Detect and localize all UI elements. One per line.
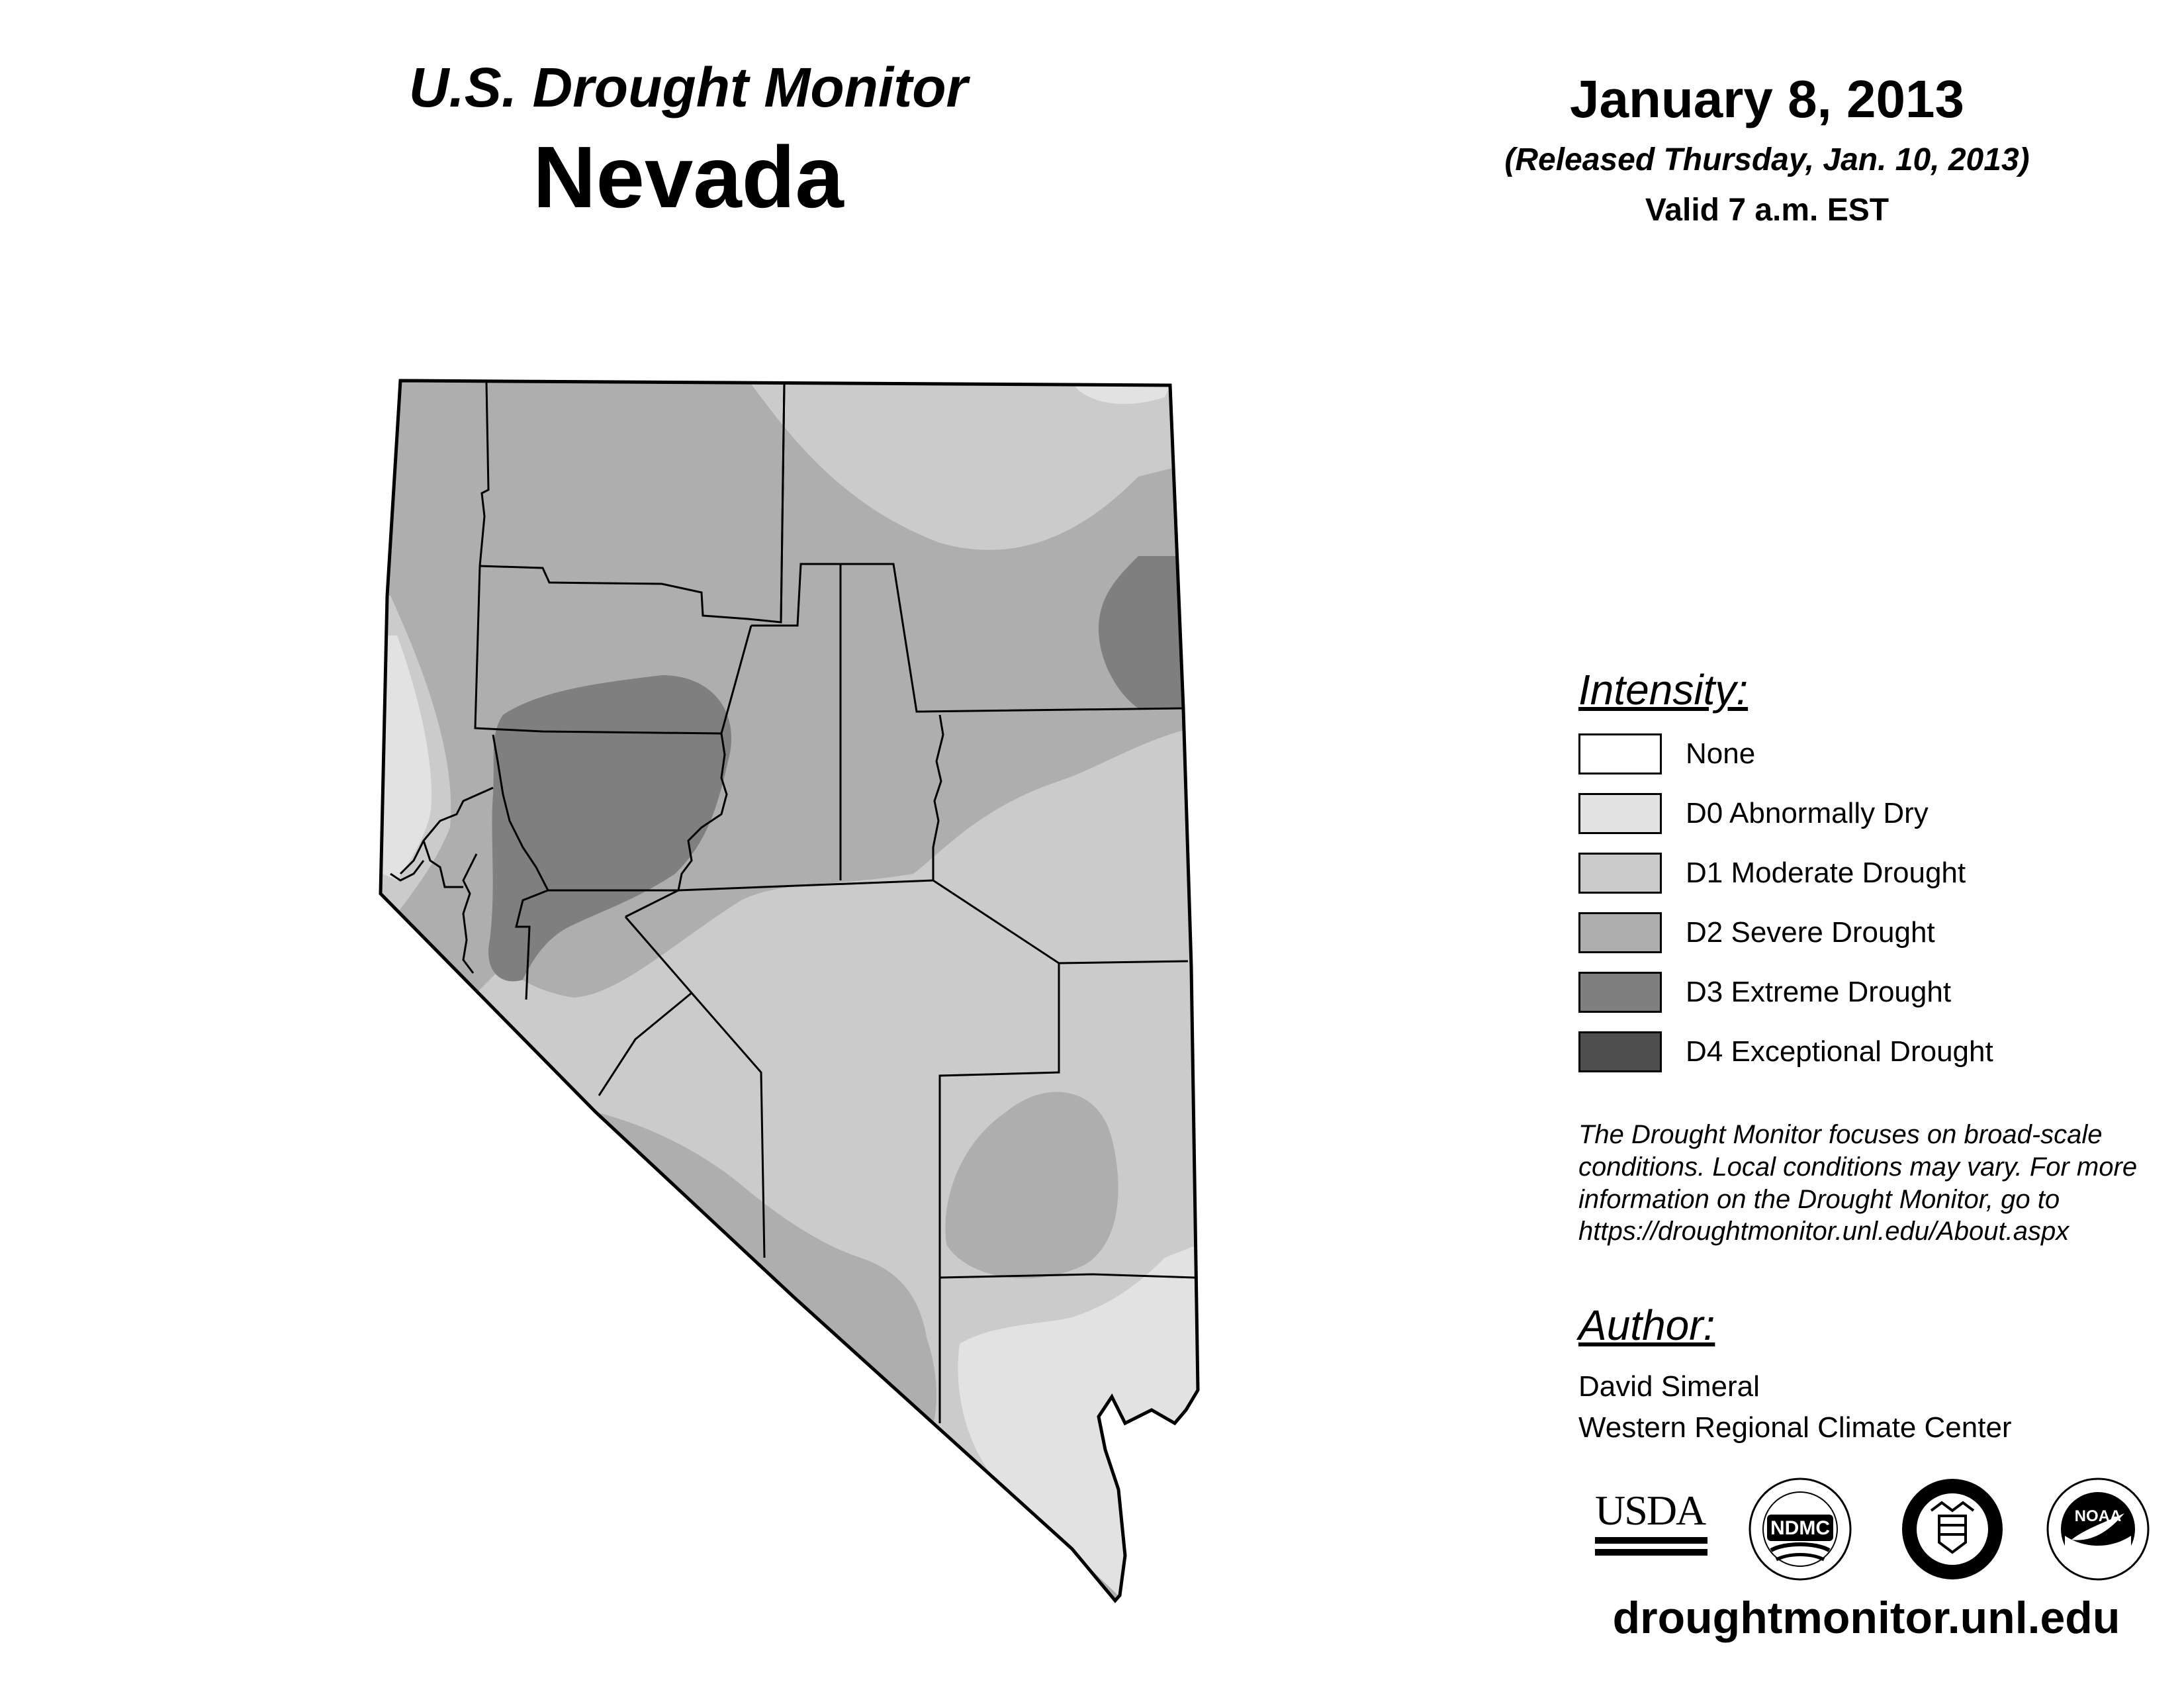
legend-swatch [1578, 853, 1662, 894]
legend-item-d0 [1578, 793, 2161, 834]
ndmc-logo-icon [1747, 1476, 1853, 1582]
legend-heading: Intensity: [1578, 666, 1749, 714]
state-title: Nevada [533, 128, 844, 226]
legend-swatch [1578, 1031, 1662, 1072]
legend-swatch [1578, 972, 1662, 1013]
legend-item-d4 [1578, 1031, 2161, 1072]
legend-item-d1 [1578, 853, 2161, 894]
drought-zones [331, 331, 1257, 1655]
ndmc-logo [1747, 1476, 1853, 1582]
website-link[interactable]: droughtmonitor.unl.edu [1612, 1593, 2120, 1643]
noaa-logo [2045, 1476, 2151, 1582]
valid-time: Valid 7 a.m. EST [1645, 193, 1889, 228]
release-date: (Released Thursday, Jan. 10, 2013) [1504, 142, 2030, 177]
monitor-title: U.S. Drought Monitor [408, 56, 968, 118]
commerce-seal-icon [1899, 1476, 2005, 1582]
author-org: Western Regional Climate Center [1578, 1411, 2012, 1444]
legend-swatch [1578, 793, 1662, 834]
ndmc-logo-text: NDMC [1770, 1517, 1830, 1539]
usda-logo [1595, 1489, 1707, 1562]
legend-swatch [1578, 733, 1662, 774]
legend-item-none [1578, 733, 2161, 774]
map-date: January 8, 2013 [1570, 70, 1964, 128]
legend-label: None [1686, 737, 1756, 770]
partner-logos [1588, 1476, 2158, 1589]
author-heading: Author: [1578, 1301, 1715, 1349]
legend-swatch [1578, 912, 1662, 953]
usda-bar [1595, 1537, 1707, 1544]
usda-bar [1595, 1549, 1707, 1556]
legend-label: D1 Moderate Drought [1686, 857, 1966, 889]
monitor-note: The Drought Monitor focuses on broad-scale conditions. Local conditions may vary. For more information on the Drought Monitor, go to https://droughtmonitor.unl.edu/About.aspx [1578, 1120, 2138, 1246]
usda-logo-text: USDA [1595, 1487, 1706, 1534]
author-name: David Simeral [1578, 1370, 1760, 1403]
noaa-logo-text: NOAA [2074, 1507, 2122, 1525]
legend-label: D4 Exceptional Drought [1686, 1035, 1993, 1068]
legend [1578, 666, 2161, 1091]
legend-label: D0 Abnormally Dry [1686, 797, 1929, 829]
legend-label: D3 Extreme Drought [1686, 976, 1952, 1008]
noaa-logo-icon [2045, 1476, 2151, 1582]
author-block [1578, 1301, 2161, 1448]
legend-item-d3 [1578, 972, 2161, 1013]
legend-item-d2 [1578, 912, 2161, 953]
commerce-seal [1899, 1476, 2005, 1582]
legend-label: D2 Severe Drought [1686, 916, 1935, 949]
